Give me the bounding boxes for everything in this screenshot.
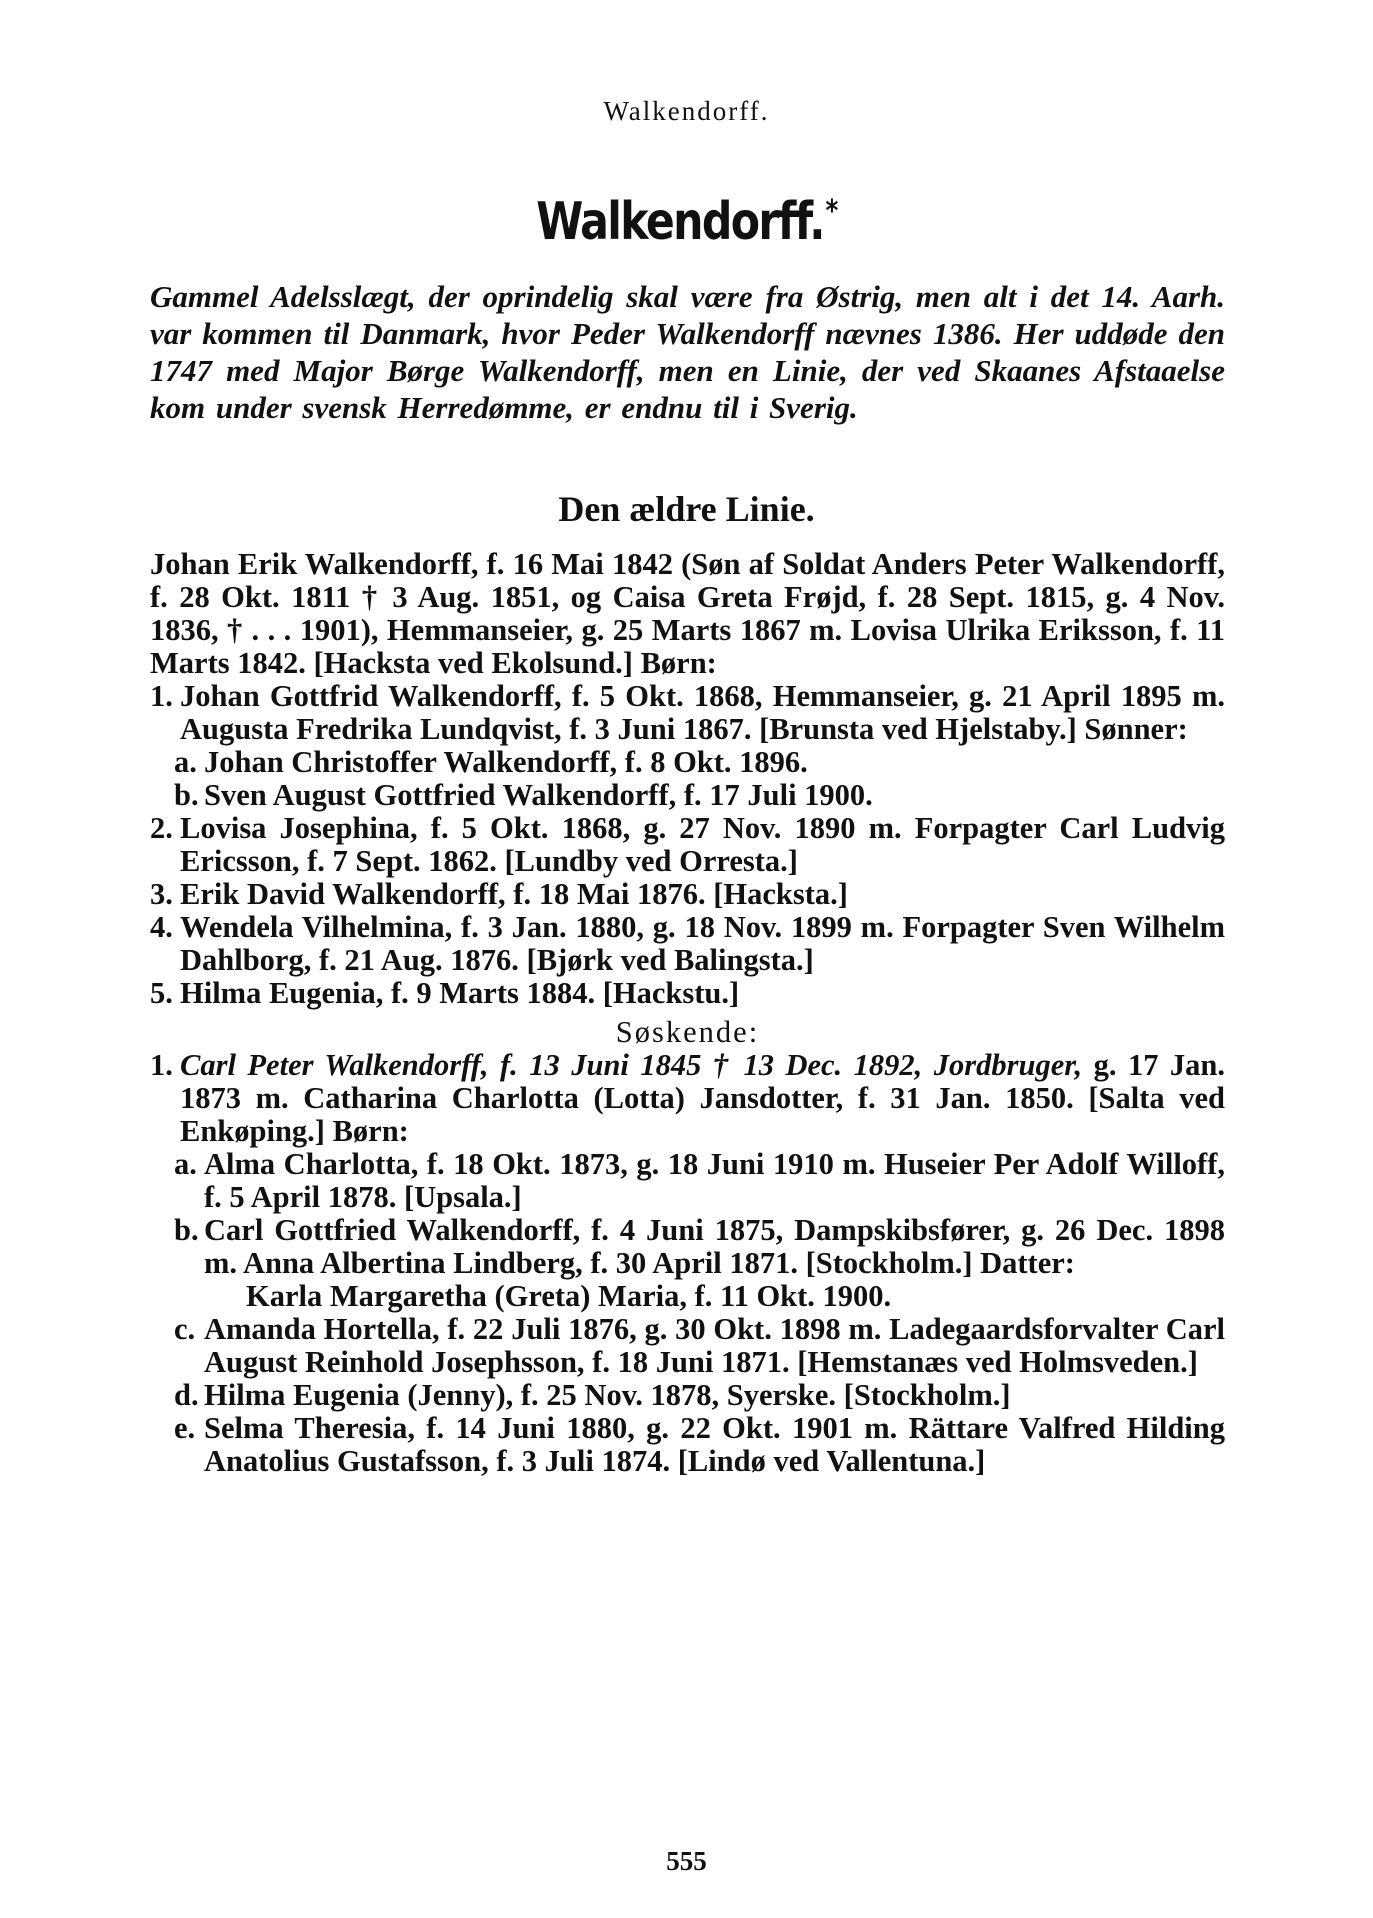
- entry-number: a.: [174, 745, 197, 779]
- nephew-entry: [150, 1412, 1225, 1478]
- main-entry-block: [150, 548, 1225, 1478]
- nephew-entry: [150, 1313, 1225, 1379]
- nephew-entry: [150, 1214, 1225, 1280]
- child-entry: [150, 977, 1225, 1010]
- nephew-entry: [150, 1379, 1225, 1412]
- siblings-heading: Søskende:: [615, 1015, 760, 1049]
- intro-paragraph: Gammel Adelsslægt, der oprindelig skal være fra Østrig, men alt i det 14. Aarh. var kommen til Danmark, hvor Peder Walkendorff nævnes 1386. Her uddøde den 1747 med Major Børge Walkendorff, men en Linie, der ved Skaanes Afstaaelse kom under svensk Herredømme, er endnu til i Sverig.: [150, 279, 1225, 425]
- running-head: Walkendorff.: [603, 96, 770, 126]
- sibling-name: Carl Peter Walkendorff, f. 13 Juni 1845 † 13 Dec. 1892, Jordbruger,: [180, 1048, 1083, 1082]
- child-entry: [150, 911, 1225, 977]
- entry-number: 1.: [150, 679, 173, 713]
- entry-text: Erik David Walkendorff, f. 18 Mai 1876. [Hacksta.]: [180, 877, 848, 911]
- child-entry: [150, 812, 1225, 878]
- entry-text: Lovisa Josephina, f. 5 Okt. 1868, g. 27 Nov. 1890 m. Forpagter Carl Ludvig Ericsson, f. 7 Sept. 1862. [Lundby ved Orresta.]: [180, 811, 1225, 878]
- title-text: Walkendorff.: [536, 192, 824, 252]
- entry-text: Sven August Gottfried Walkendorff, f. 17 Juli 1900.: [204, 778, 873, 812]
- entry-text: Johan Christoffer Walkendorff, f. 8 Okt. 1896.: [204, 745, 808, 779]
- sibling-details: g. 17 Jan. 1873 m. Catharina Charlotta (Lotta) Jansdotter, f. 31 Jan. 1850. [Salta ved Enkøping.] Børn:: [180, 1048, 1226, 1148]
- entry-number: e.: [174, 1411, 196, 1445]
- entry-number: a.: [174, 1147, 197, 1181]
- entry-number: c.: [174, 1312, 196, 1346]
- entry-number: d.: [174, 1378, 199, 1412]
- entry-number: 1.: [150, 1048, 173, 1082]
- entry-text: Amanda Hortella, f. 22 Juli 1876, g. 30 Okt. 1898 m. Ladegaardsforvalter Carl August Reinhold Josephsson, f. 18 Juni 1871. [Hemstanæs ved Holmsveden.]: [204, 1312, 1225, 1379]
- entry-number: b.: [174, 1213, 199, 1247]
- entry-text: Johan Gottfrid Walkendorff, f. 5 Okt. 1868, Hemmanseier, g. 21 April 1895 m. Augusta Fredrika Lundqvist, f. 3 Juni 1867. [Brunsta ved Hjelstaby.] Sønner:: [180, 679, 1225, 746]
- entry-text: Carl Gottfried Walkendorff, f. 4 Juni 1875, Dampskibsfører, g. 26 Dec. 1898 m. Anna Albertina Lindberg, f. 30 April 1871. [Stockholm.] Datter:: [204, 1213, 1225, 1280]
- grandchild-entry: [150, 779, 1225, 812]
- grand-nephew-entry: [150, 1280, 1225, 1313]
- child-entry: [150, 878, 1225, 911]
- page-number: 555: [666, 1846, 707, 1876]
- grandchild-entry: [150, 746, 1225, 779]
- entry-text: Karla Margaretha (Greta) Maria, f. 11 Okt. 1900.: [246, 1279, 892, 1313]
- footnote-mark: *: [825, 193, 837, 229]
- entry-text: Alma Charlotta, f. 18 Okt. 1873, g. 18 Juni 1910 m. Huseier Per Adolf Willoff, f. 5 April 1878. [Upsala.]: [204, 1147, 1225, 1214]
- entry-text: Hilma Eugenia (Jenny), f. 25 Nov. 1878, Syerske. [Stockholm.]: [204, 1378, 1011, 1412]
- sibling-entry: [150, 1049, 1225, 1148]
- section-heading: Den ældre Linie.: [558, 489, 815, 529]
- page-title: [124, 192, 1250, 252]
- entry-number: 3.: [150, 877, 173, 911]
- main-entry: Johan Erik Walkendorff, f. 16 Mai 1842 (Søn af Soldat Anders Peter Walkendorff, f. 28 Okt. 1811 † 3 Aug. 1851, og Caisa Greta Frøjd, f. 28 Sept. 1815, g. 4 Nov. 1836, † . . . 1901), Hemmanseier, g. 25 Marts 1867 m. Lovisa Ulrika Eriksson, f. 11 Marts 1842. [Hacksta ved Ekolsund.] Børn:: [150, 547, 1225, 680]
- entry-text: Hilma Eugenia, f. 9 Marts 1884. [Hackstu.]: [180, 976, 740, 1010]
- entry-number: b.: [174, 778, 199, 812]
- entry-text: [180, 1049, 1225, 1148]
- entry-text: Selma Theresia, f. 14 Juni 1880, g. 22 Okt. 1901 m. Rättare Valfred Hilding Anatolius Gustafsson, f. 3 Juli 1874. [Lindø ved Vallentuna.]: [204, 1411, 1225, 1478]
- entry-number: 4.: [150, 910, 173, 944]
- entry-text: Wendela Vilhelmina, f. 3 Jan. 1880, g. 18 Nov. 1899 m. Forpagter Sven Wilhelm Dahlborg, f. 21 Aug. 1876. [Bjørk ved Balingsta.]: [180, 910, 1225, 977]
- entry-number: 2.: [150, 811, 173, 845]
- entry-number: 5.: [150, 976, 173, 1010]
- nephew-entry: [150, 1148, 1225, 1214]
- child-entry: [150, 680, 1225, 746]
